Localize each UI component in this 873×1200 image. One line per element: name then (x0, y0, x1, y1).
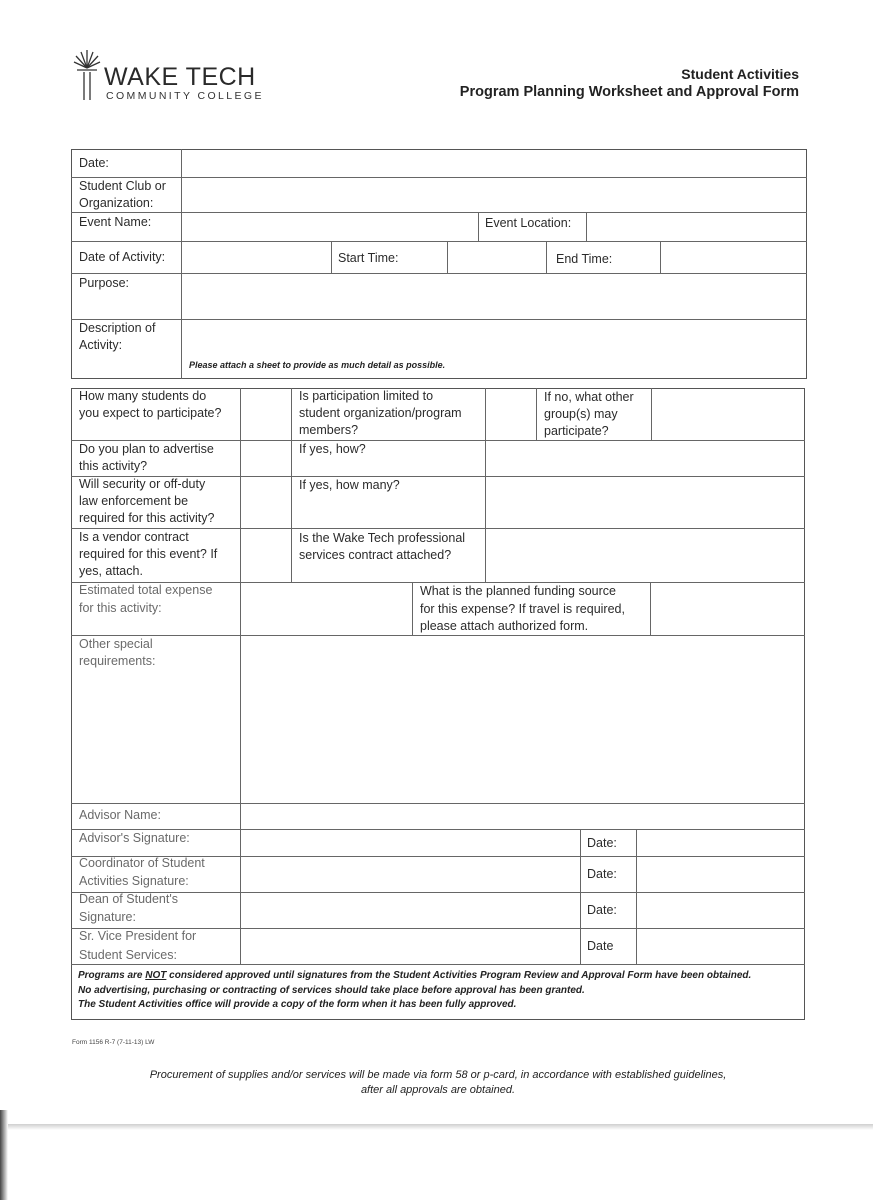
svp-label-line1: Sr. Vice President for (79, 929, 197, 943)
end-time-label: End Time: (556, 252, 613, 266)
club-label-line1: Student Club or (79, 179, 166, 193)
dean-date-field[interactable] (638, 894, 803, 927)
security-how-many-field[interactable] (487, 478, 803, 527)
contract-answer-field[interactable] (487, 530, 803, 581)
coordinator-date-label: Date: (587, 867, 617, 881)
event-location-field[interactable] (588, 214, 805, 240)
coordinator-label-line1: Coordinator of Student (79, 856, 205, 870)
vendor-question-line1: Is a vendor contract (79, 530, 189, 544)
scan-corner-shadow (0, 1110, 8, 1200)
dean-label-line1: Dean of Student's (79, 892, 178, 906)
description-label-line2: Activity: (79, 338, 123, 352)
funding-field[interactable] (652, 584, 803, 634)
vendor-question-line2: required for this event? If (79, 547, 218, 561)
limited-question-line1: Is participation limited to (299, 389, 434, 403)
scan-edge-shadow (0, 1124, 873, 1130)
other-groups-question-line3: participate? (544, 424, 609, 438)
procurement-line1: Procurement of supplies and/or services will be made via form 58 or p-card, in accordance with established guidelines, (149, 1069, 727, 1081)
funding-question-line2: for this expense? If travel is required, (420, 602, 625, 616)
event-name-field[interactable] (183, 214, 477, 240)
other-groups-question-line1: If no, what other (544, 390, 634, 404)
limited-question-line2: student organization/program (299, 406, 462, 420)
advisor-date-label: Date: (587, 836, 617, 850)
security-how-many-label: If yes, how many? (299, 478, 400, 492)
description-field[interactable] (183, 321, 805, 359)
date-label: Date: (79, 156, 109, 170)
approval-notes (78, 969, 751, 1013)
advisor-signature-label: Advisor's Signature: (79, 831, 190, 845)
date-of-activity-field[interactable] (183, 243, 330, 272)
contract-question-line1: Is the Wake Tech professional (299, 531, 466, 545)
end-time-field[interactable] (662, 243, 805, 272)
expense-question-line2: for this activity: (79, 601, 162, 615)
club-field[interactable] (183, 179, 805, 211)
svp-label-line2: Student Services: (79, 948, 177, 962)
purpose-field[interactable] (183, 275, 805, 318)
form-number: Form 1156 R-7 (7-11-13) LW (72, 1039, 155, 1046)
students-question-line2: you expect to participate? (79, 406, 222, 420)
contract-question-line2: services contract attached? (299, 548, 452, 562)
club-label-line2: Organization: (79, 196, 154, 210)
special-req-label-line2: requirements: (79, 654, 156, 668)
coordinator-date-field[interactable] (638, 858, 803, 891)
date-field[interactable] (183, 151, 805, 176)
advisor-name-label: Advisor Name: (79, 808, 161, 822)
expense-question-line1: Estimated total expense (79, 583, 213, 597)
limited-answer-field[interactable] (487, 390, 535, 439)
advertise-question-line2: this activity? (79, 459, 148, 473)
header-subtitle: Program Planning Worksheet and Approval Form (459, 84, 799, 100)
approval-note-line2: No advertising, purchasing or contracting of services should take place before approval has been granted. (78, 984, 585, 996)
svp-date-label: Date (587, 939, 614, 953)
procurement-note (71, 1068, 805, 1098)
limited-question-line3: members? (299, 423, 359, 437)
funding-question-line3: please attach authorized form. (420, 619, 589, 633)
procurement-line2: after all approvals are obtained. (360, 1084, 516, 1096)
header-title: Student Activities (681, 66, 799, 82)
start-time-field[interactable] (449, 243, 545, 272)
advertise-how-label: If yes, how? (299, 442, 366, 456)
security-answer-field[interactable] (242, 478, 290, 527)
dean-date-label: Date: (587, 903, 617, 917)
svp-date-field[interactable] (638, 930, 803, 963)
svp-signature-field[interactable] (242, 930, 579, 963)
advisor-signature-field[interactable] (242, 831, 579, 855)
event-name-label: Event Name: (79, 215, 152, 229)
description-label-line1: Description of (79, 321, 156, 335)
other-groups-question-line2: group(s) may (544, 407, 618, 421)
special-req-field[interactable] (242, 637, 803, 802)
dean-signature-field[interactable] (242, 894, 579, 927)
security-question-line1: Will security or off-duty (79, 477, 206, 491)
advisor-name-field[interactable] (242, 805, 803, 828)
approval-note-line3: The Student Activities office will provide a copy of the form when it has been fully approved. (78, 999, 517, 1010)
advisor-date-field[interactable] (638, 831, 803, 855)
dean-label-line2: Signature: (79, 910, 136, 924)
security-question-line3: required for this activity? (79, 511, 215, 525)
logo-subtitle: COMMUNITY COLLEGE (106, 90, 264, 102)
coordinator-label-line2: Activities Signature: (79, 874, 189, 888)
students-count-field[interactable] (242, 390, 290, 439)
wheat-column-logo-icon (72, 46, 102, 102)
attach-note: Please attach a sheet to provide as much detail as possible. (189, 360, 446, 370)
security-question-line2: law enforcement be (79, 494, 189, 508)
logo-title: WAKE TECH (104, 63, 256, 91)
date-of-activity-label: Date of Activity: (79, 250, 166, 264)
coordinator-signature-field[interactable] (242, 858, 579, 891)
approval-note-line1: Programs are NOT considered approved until signatures from the Student Activities Program Review and Approval Form have been obtained. (78, 970, 752, 981)
event-location-label: Event Location: (485, 216, 572, 230)
vendor-question-line3: yes, attach. (79, 564, 143, 578)
advertise-answer-field[interactable] (242, 442, 290, 475)
funding-question-line1: What is the planned funding source (420, 584, 616, 598)
students-question-line1: How many students do (79, 389, 207, 403)
expense-field[interactable] (242, 584, 411, 634)
vendor-answer-field[interactable] (242, 530, 290, 581)
start-time-label: Start Time: (338, 251, 399, 265)
special-req-label-line1: Other special (79, 637, 153, 651)
other-groups-field[interactable] (653, 390, 803, 439)
advertise-how-field[interactable] (487, 442, 803, 475)
advertise-question-line1: Do you plan to advertise (79, 442, 214, 456)
purpose-label: Purpose: (79, 276, 130, 290)
